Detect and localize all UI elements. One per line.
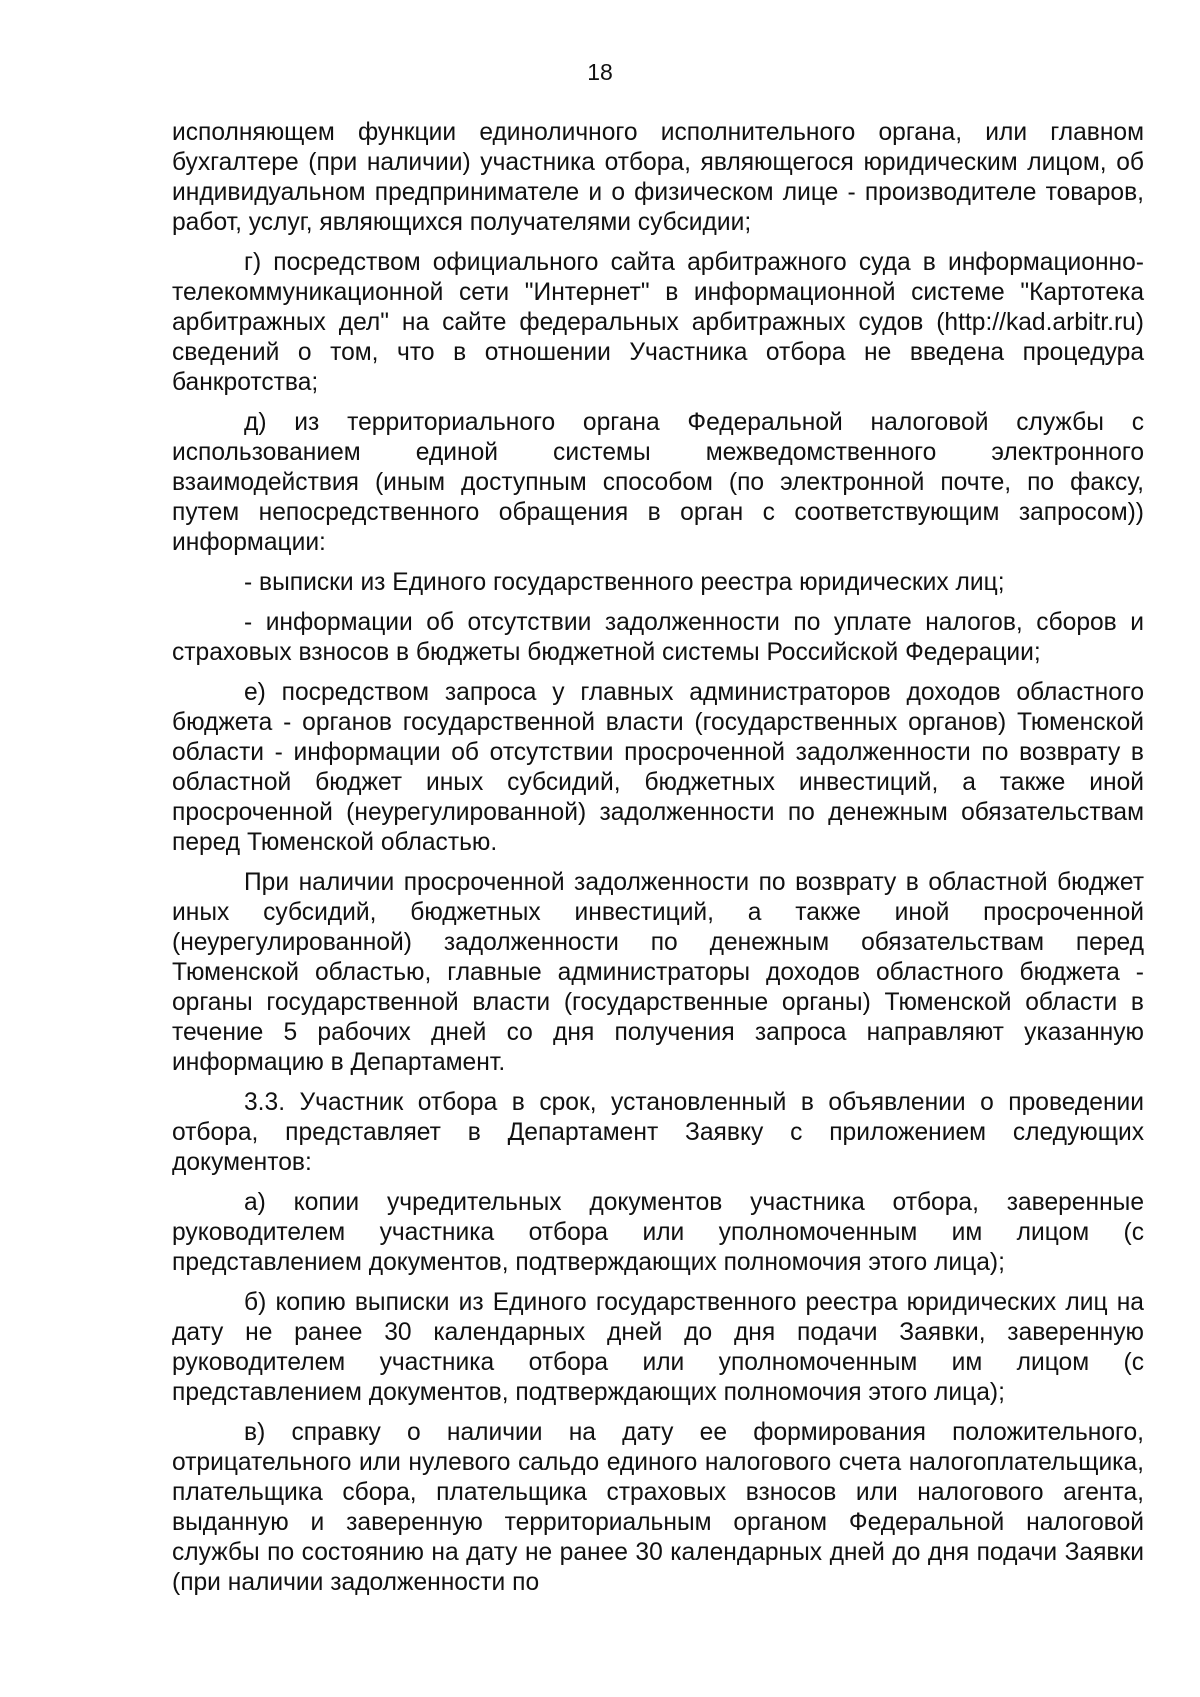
- paragraph-subitem-egrul: - выписки из Единого государственного реестра юридических лиц;: [244, 569, 1005, 596]
- paragraph-item-b: б) копию выписки из Единого государственного реестра юридических лиц на дату не ранее 30 календарных дней до дня подачи Заявки, заверенную руководителем участника отбора или уполномоченным им лицом (с представлением документов, подтверждающих полномочия этого лица);: [172, 1289, 1144, 1406]
- paragraph-section-3-3: 3.3. Участник отбора в срок, установленный в объявлении о проведении отбора, представляет в Департамент Заявку с приложением следующих документов:: [172, 1089, 1144, 1176]
- paragraph-item-a: а) копии учредительных документов участника отбора, заверенные руководителем участника отбора или уполномоченным им лицом (с представлением документов, подтверждающих полномочия этого лица);: [172, 1189, 1144, 1276]
- document-body: [172, 118, 1144, 1608]
- paragraph-item-v: в) справку о наличии на дату ее формирования положительного, отрицательного или нулевого сальдо единого налогового счета налогоплательщика, плательщика сбора, плательщика страховых взносов или налогового агента, выданную и заверенную территориальным органом Федеральной налоговой службы по состоянию на дату не ранее 30 календарных дней до дня подачи Заявки (при наличии задолженности по: [172, 1419, 1144, 1596]
- paragraph-subitem-tax-debt: - информации об отсутствии задолженности по уплате налогов, сборов и страховых взносов в бюджеты бюджетной системы Российской Федерации;: [172, 609, 1144, 666]
- paragraph-item-g: г) посредством официального сайта арбитражного суда в информационно-телекоммуникационной сети "Интернет" в информационной системе "Картотека арбитражных дел" на сайте федеральных арбитражных судов (http://kad.arbitr.ru) сведений о том, что в отношении Участника отбора не введена процедура банкротства;: [172, 249, 1144, 396]
- paragraph-item-e: е) посредством запроса у главных администраторов доходов областного бюджета - органов государственной власти (государственных органов) Тюменской области - информации об отсутствии просроченной задолженности по возврату в областной бюджет иных субсидий, бюджетных инвестиций, а также иной просроченной (неурегулированной) задолженности по денежным обязательствам перед Тюменской областью.: [172, 679, 1144, 856]
- paragraph-item-d: д) из территориального органа Федеральной налоговой службы с использованием единой системы межведомственного электронного взаимодействия (иным доступным способом (по электронной почте, по факсу, путем непосредственного обращения в орган с соответствующим запросом)) информации:: [172, 409, 1144, 556]
- paragraph-overdue-debt: При наличии просроченной задолженности по возврату в областной бюджет иных субсидий, бюджетных инвестиций, а также иной просроченной (неурегулированной) задолженности по денежным обязательствам перед Тюменской областью, главные администраторы доходов областного бюджета - органы государственной власти (государственные органы) Тюменской области в течение 5 рабочих дней со дня получения запроса направляют указанную информацию в Департамент.: [172, 869, 1144, 1076]
- page-number: 18: [587, 59, 613, 85]
- paragraph-continuation: исполняющем функции единоличного исполнительного органа, или главном бухгалтере (при наличии) участника отбора, являющегося юридическим лицом, об индивидуальном предпринимателе и о физическом лице - производителе товаров, работ, услуг, являющихся получателями субсидии;: [172, 119, 1144, 236]
